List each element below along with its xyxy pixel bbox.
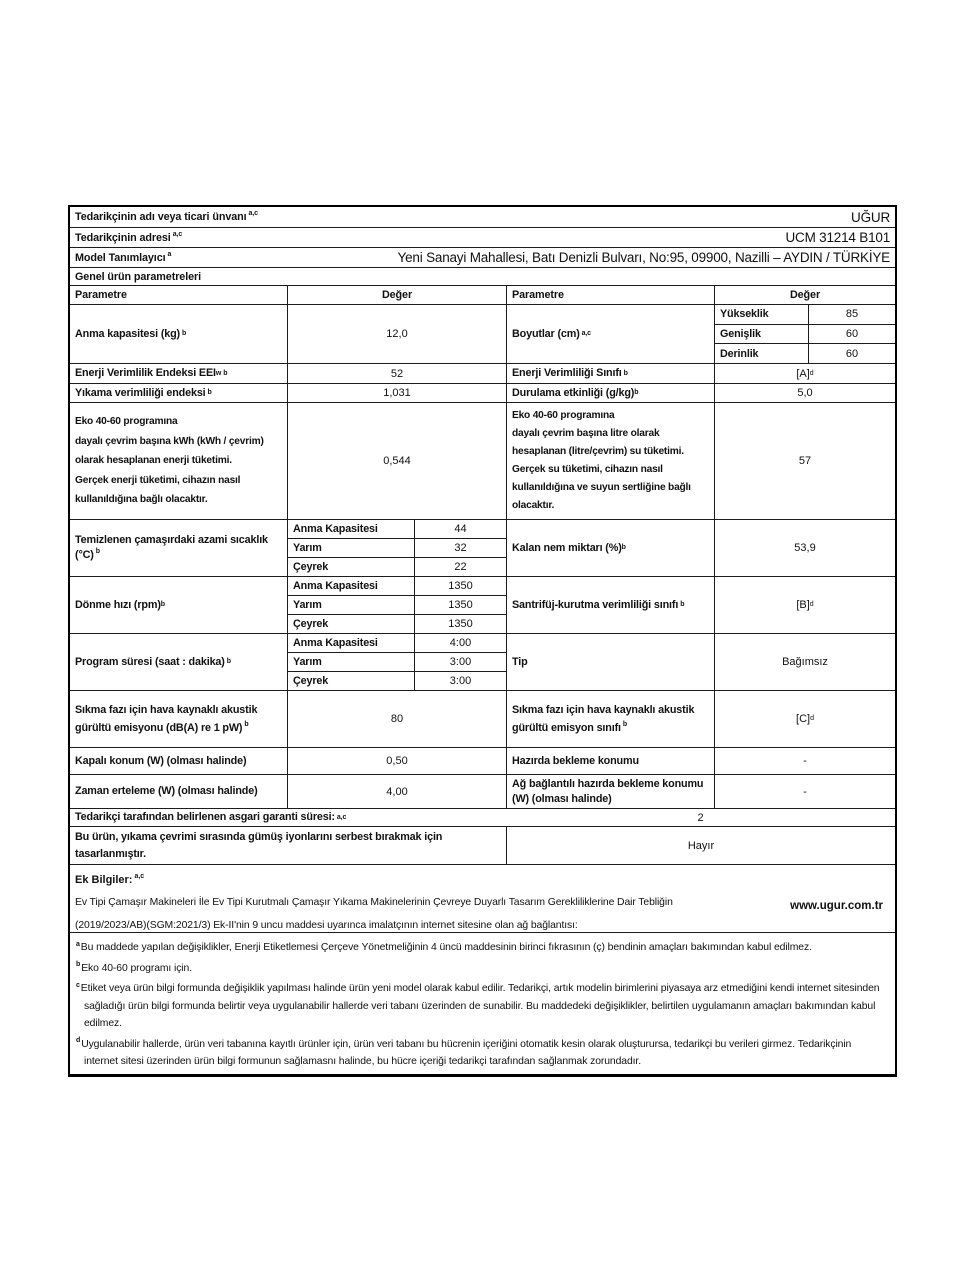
water-consumption-value: 57 [714,403,895,519]
capacity-dimensions-row [70,304,895,363]
type-label: Tip [506,634,714,690]
remaining-moisture-label: Kalan nem miktarı (%) b [506,520,714,576]
rinsing-value: 5,0 [714,384,895,402]
spin-speed-subtable: Anma Kapasitesi 1350 Yarım 1350 Çeyrek 1350 [287,577,506,633]
remaining-moisture-value: 53,9 [714,520,895,576]
spin-speed-label: Dönme hızı (rpm) b [75,598,165,611]
model-identifier-row [70,247,895,267]
header-deger-left: Değer [287,286,506,304]
silver-ions-label: Bu ürün, yıkama çevrimi sırasında gümüş iyonlarını serbest bırakmak için tasarlanmıştır. [75,830,443,860]
manufacturer-website-link[interactable]: www.ugur.com.tr [790,899,883,912]
footnote-c: $^c$Etiket veya ürün bilgi formunda değişiklik yapılması halinde ürün yeni model olarak kabul edilir. Tedarikçi, artık modelin birimlerini piyasaya arz etmediğini kendi internet sitesinden sağladığı ürün bilgi formunda belirtir veya uygulanabilir hallerde veri tabanı üzerinden de sunabilir. Bu maddedeki değişiklikler, belirtilen uygulamanın amaçları bakımından kabul edilmez. [76,981,880,1029]
section-title: Genel ürün parametreleri [75,270,202,283]
header-parametre-right: Parametre [506,286,714,304]
section-title-row [70,267,895,285]
header-deger-right: Değer [714,286,895,304]
off-mode-value: 0,50 [287,748,506,774]
program-duration-subtable: Anma Kapasitesi 4:00 Yarım 3:00 Çeyrek 3:00 [287,634,506,690]
acoustic-noise-value: 80 [287,691,506,747]
header-parametre-left: Parametre [75,289,127,301]
guarantee-label: Tedarikçi tarafından belirlenen asgari garanti süresi: a,c [75,811,347,824]
guarantee-row [70,808,895,826]
additional-info-row [70,864,895,932]
model-identifier-label: Model Tanımlayıcı $^a$ [75,250,172,264]
program-duration-row [70,633,895,690]
footnote-d: $^d$Uygulanabilir hallerde, ürün veri tabanına kayıtlı ürünler için, ürün veri tabanı bu hücrenin içeriğini otomatik kesin olarak oluşturursa, tedarikçi bu verileri girmez. Tedarikçinin internet sitesi üzerinden ürün bilgi formunun sağlamasnı halinde, bu hücre içeriği tedarikçi tarafından sağlanmak zorundadır. [76,1037,852,1067]
eei-value: 52 [287,364,506,383]
acoustic-noise-row [70,690,895,747]
max-temperature-row [70,519,895,576]
washing-index-row [70,383,895,402]
supplier-address-label: Tedarikçinin adresi $^{a,c}$ [75,230,183,244]
footnote-a: $^a$Bu maddede yapılan değişiklikler, Enerji Etiketlemesi Çerçeve Yönetmeliğinin 4 üncü maddesinin birinci fıkrasının (ç) bendinin amaçları bakımından kabul edilmez. [76,940,812,953]
footnotes-block [70,933,895,1074]
dimension-row-height: Yükseklik 85 [715,305,895,324]
spin-drying-class-label: Santrifüj-kurutma verimliliği sınıfı b [506,577,714,633]
rinsing-label: Durulama etkinliği (g/kg) b [506,384,714,402]
guarantee-value: 2 [697,811,704,824]
rated-capacity-value: 12,0 [287,305,506,363]
silver-ions-value: Hayır [506,827,895,864]
column-header-row [70,285,895,304]
delay-start-value: 4,00 [287,775,506,808]
standby-value: - [714,748,895,774]
energy-class-value: [A] d [714,364,895,383]
dimension-row-depth: Derinlik 60 [715,343,895,363]
supplier-name-label: Tedarikçinin adı veya ticari ünvanı $^{a,c}$ [75,210,258,223]
washing-index-value: 1,031 [287,384,506,402]
additional-info-text: Ek Bilgiler: $^{a,c}$ Ev Tipi Çamaşır Makineleri İle Ev Tipi Kurutmalı Çamaşır Yıkama Makinelerinin Çevreye Duyarlı Tasarım Gerekliliklerine Dair Tebliğin (2019/2023/AB)(SGM:2021/3) Ek-II'nin 9 uncu maddesi uyarınca imalatçının internet sitesine olan ağ bağlantısı: [70,865,718,932]
washing-index-label: Yıkama verimliliği endeksi b [75,386,212,399]
supplier-address-value: UCM 31214 B101 [785,230,890,245]
spin-drying-class-value: [B] d [714,577,895,633]
spin-speed-row [70,576,895,633]
supplier-name-row [70,207,895,227]
max-temperature-label: Temizlenen çamaşırdaki azami sıcaklık (°C) $^b$ [75,534,268,561]
rated-capacity-label: Anma kapasitesi (kg) b [75,327,187,340]
type-value: Bağımsız [714,634,895,690]
standby-label: Hazırda bekleme konumu [506,748,714,774]
max-temperature-subtable: Anma Kapasitesi 44 Yarım 32 Çeyrek 22 [287,520,506,576]
silver-ions-row [70,826,895,864]
dimension-row-width: Genişlik 60 [715,324,895,344]
energy-consumption-value: 0,544 [287,403,506,519]
additional-info-title: Ek Bilgiler: $^{a,c}$ [75,873,145,886]
dimensions-label: Boyutlar (cm) a,c [506,305,714,363]
model-identifier-value: Yeni Sanayi Mahallesi, Batı Denizli Bulvarı, No:95, 09900, Nazilli – AYDIN / TÜRKİYE [397,250,890,265]
eei-label: Enerji Verimlilik Endeksi EEI w b [75,367,228,380]
program-duration-label: Program süresi (saat : dakika) b [75,655,231,668]
networked-standby-label: Ağ bağlantılı hazırda bekleme konumu (W) (olması halinde) [506,775,714,808]
energy-consumption-label: Eko 40-60 programına dayalı çevrim başına kWh (kWh / çevrim) olarak hesaplanan enerji tüketimi. Gerçek enerji tüketimi, cihazın nasıl kullanıldığına bağlı olacaktır. [75,416,264,506]
footnote-b: $^b$Eko 40-60 programı için. [76,961,192,974]
off-mode-label: Kapalı konum (W) (olması halinde) [75,754,247,767]
supplier-address-row [70,227,895,247]
acoustic-class-value: [C] d [714,691,895,747]
off-mode-row [70,747,895,774]
delay-start-row [70,774,895,808]
water-consumption-label: Eko 40-60 programına dayalı çevrim başına litre olarak hesaplanan (litre/çevrim) su tüketimi. Gerçek su tüketimi, cihazın nasıl kullanıldığına ve suyun sertliğine bağlı olacaktır. [506,403,714,519]
energy-class-label: Enerji Verimliliği Sınıfı b [506,364,714,383]
supplier-name-value: UĞUR [851,209,890,225]
acoustic-noise-label: Sıkma fazı için hava kaynaklı akustik gürültü emisyonu (dB(A) re 1 pW) $^b$ [75,704,258,734]
footnotes-row [70,932,895,1074]
networked-standby-value: - [714,775,895,808]
product-information-sheet [68,205,897,1077]
energy-efficiency-index-row [70,363,895,383]
delay-start-label: Zaman erteleme (W) (olması halinde) [75,785,258,798]
acoustic-class-label: Sıkma fazı için hava kaynaklı akustik gürültü emisyon sınıfı $^b$ [506,691,714,747]
dimensions-subtable [714,305,895,363]
eco-consumption-row [70,402,895,519]
